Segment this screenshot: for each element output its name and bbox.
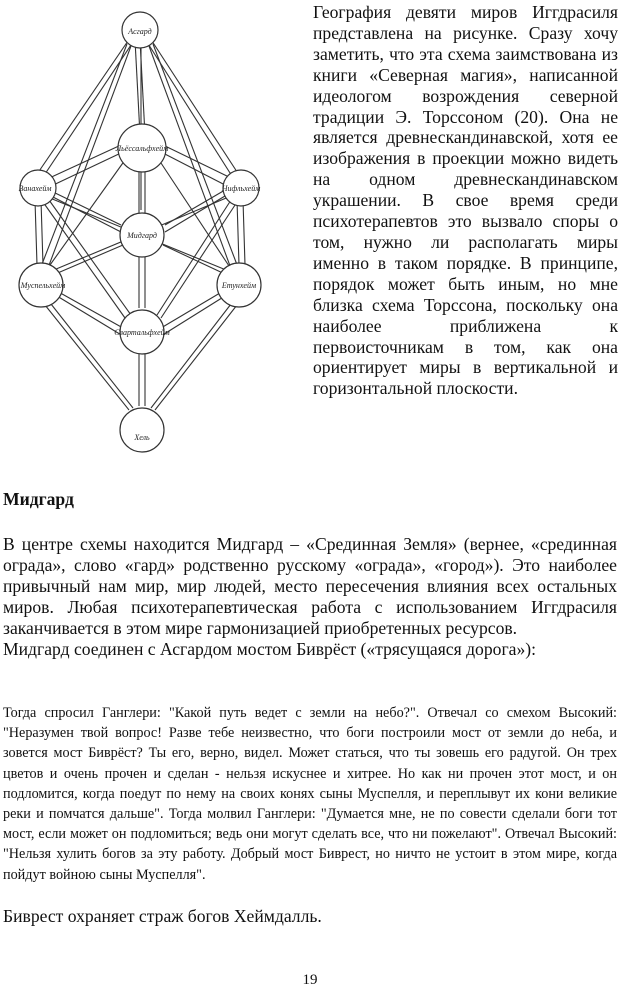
node-label: Нифльхейм xyxy=(221,184,261,193)
yggdrasil-diagram xyxy=(5,10,290,458)
page-number: 19 xyxy=(302,972,318,988)
node-label: Свартальфхейм xyxy=(114,328,170,337)
node-label: Льёссальфхейм xyxy=(115,144,169,153)
intro-paragraph: География девяти миров Иггдрасиля представлена на рисунке. Сразу хочу заметить, что эта схема заимствована из книги «Северная магия», написанной идеологом возрождения северной традиции Э. Торссоном (20). Она не является древнескандинавской, хотя ее изображения в проекции можно видеть на одном древнескандинавском украшении. В свое время среди психотерапевтов это вызвало споры о том, нужно ли располагать миры именно в таком порядке. В принципе, порядок может быть иным, но мне близка схема Торссона, поскольку она наиболее приближена к первоисточникам в том, как она ориентирует миры в вертикальной и горизонтальной плоскости. xyxy=(313,2,618,399)
node-label: Мидгард xyxy=(127,231,157,240)
body-paragraph: В центре схемы находится Мидгард – «Срединная Земля» (вернее, «срединная ограда», слово «гард» родственно русскому «ограда», «город»). Это наиболее привычный нам мир, мир людей, место пересечения влияния всех остальных миров. Любая психотерапевтическая работа с использованием Иггдрасиля заканчивается в этом мире гармонизацией приобретенных ресурсов. xyxy=(3,534,617,638)
node-label: Хель xyxy=(134,433,150,442)
node-label: Муспельхейм xyxy=(20,281,66,290)
node-hel-circle xyxy=(120,408,164,452)
section-heading: Мидгард xyxy=(3,489,74,509)
body-paragraph: Мидгард соединен с Асгардом мостом Биврёст («трясущаяся дорога»): xyxy=(3,639,537,659)
node-label: Етунхейм xyxy=(221,281,257,290)
quotation-block: Тогда спросил Ганглери: "Какой путь ведет с земли на небо?". Отвечал со смехом Высокий: "Неразумен твой вопрос! Разве тебе неизвестно, что боги построили мост от земли до неба, и зовется мост Биврёст? Ты его, верно, видел. Может статься, что ты зовешь его радугой. Он трех цветов и очень прочен и сделан - нельзя искуснее и хитрее. Но как ни прочен этот мост, и он подломится, когда поедут по нему на своих конях сыны Муспелля, и переплывут их кони великие реки и помчатся дальше". Тогда молвил Ганглери: "Думается мне, не по совести сделали боги тот мост, если может он подломиться; ведь они могут сделать все, что ни пожелают". Отвечал Высокий: "Нельзя хулить богов за эту работу. Добрый мост Биврест, но ничто не устоит в этом мире, когда пойдут войною сыны Муспелля". xyxy=(3,705,617,883)
node-label: Ванахейм xyxy=(18,184,52,193)
closing-sentence: Биврест охраняет страж богов Хеймдалль. xyxy=(3,906,322,926)
main-text xyxy=(3,534,617,660)
node-label: Асгард xyxy=(128,27,152,36)
yggdrasil-svg xyxy=(5,10,290,458)
